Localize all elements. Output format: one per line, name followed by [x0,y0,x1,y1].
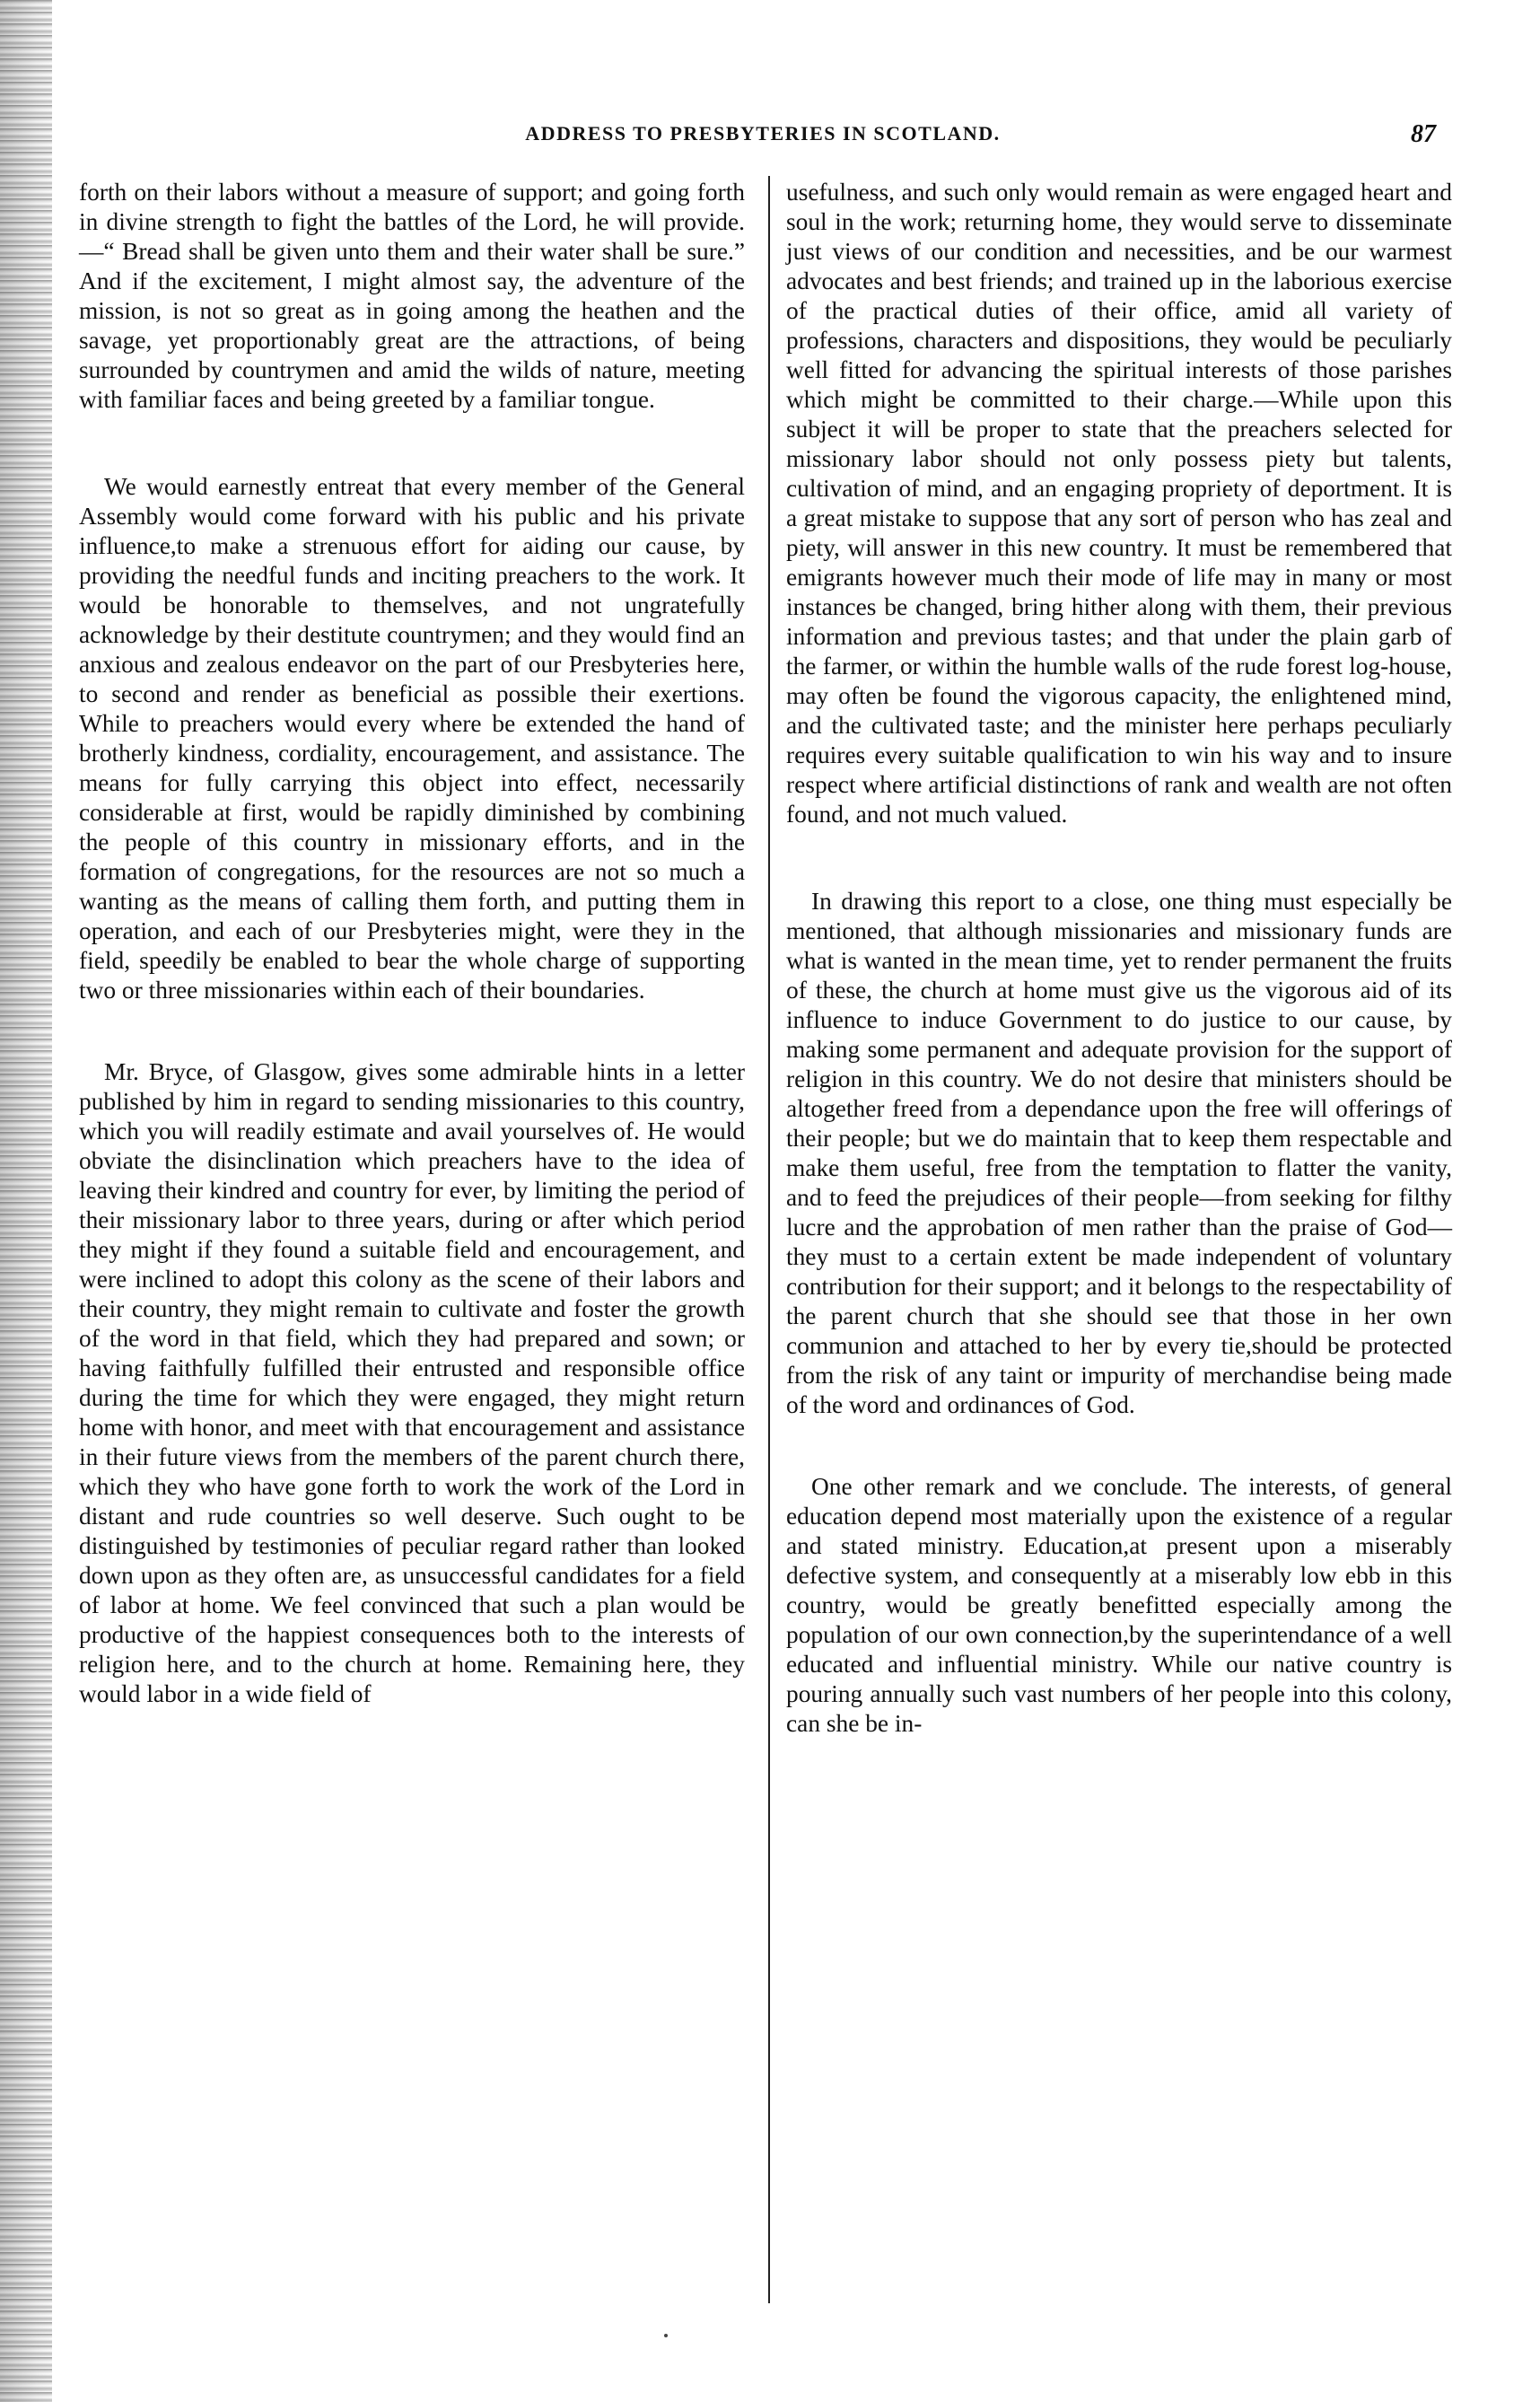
print-speck [664,2334,668,2337]
page-number: 87 [1411,120,1436,148]
running-head: ADDRESS TO PRESBYTERIES IN SCOTLAND. [525,122,1001,145]
right-paragraph-2: In drawing this report to a close, one thing must especially be mentioned, that although missionaries and missionary funds are what is wanted in the mean time, yet to render permanent the fruits of these, the church at home must give us the vigorous aid of its influence to induce Government to do justice to our cause, by making some permanent and adequate provision for the support of religion in this country. We do not desire that ministers should be altogether freed from a dependance upon the free will offerings of their people; but we do maintain that to keep them respectable and make them useful, free from the temptation to flatter the vanity, and to feed the prejudices of their people—from seeking for filthy lucre and the approbation of men rather than the praise of God—they must to a certain extent be made independent of voluntary contribution for their support; and it belongs to the respectability of the parent church that she should see that those in her own communion and attached to her by every tie,should be protected from the risk of any taint or impurity of merchandise being made of the word and ordinances of God. [786,888,1452,1418]
paragraph-gap [79,1005,745,1057]
right-column [786,178,1452,2368]
paragraph-gap [786,829,1452,887]
right-paragraph-3: One other remark and we conclude. The interests, of general education depend most materially upon the existence of a regular and stated ministry. Education,at present upon a miserably defective system, and consequently at a miserably low ebb in this country, would be greatly benefitted especially among the population of our own connection,by the superintendance of a well educated and influential ministry. While our native country is pouring annually such vast numbers of her people into this colony, can she be in- [786,1473,1452,1737]
page-header [90,122,1436,153]
left-column [79,178,745,2368]
page-binding-edge [0,0,52,2402]
paragraph-gap [79,415,745,472]
left-paragraph-1: forth on their labors without a measure of support; and going forth in divine strength to fight the battles of the Lord, he will provide.—“ Bread shall be given unto them and their water shall be sure.” And if the excitement, I might almost say, the adventure of the mission, is not so great as in going among the heathen and the savage, yet proportionably great are the attractions, of being surrounded by countrymen and amid the wilds of nature, meeting with familiar faces and being greeted by a familiar tongue. [79,179,745,413]
right-paragraph-1: usefulness, and such only would remain as were engaged heart and soul in the work; returning home, they would serve to disseminate just views of our condition and necessities, and be our warmest advocates and best friends; and trained up in the laborious exercise of the practical duties of their office, amid all variety of professions, characters and dispositions, they would be peculiarly well fitted for advancing the spiritual interests of those parishes which might be committed to their charge.—While upon this subject it will be proper to state that the preachers selected for missionary labor should not only possess piety but talents, cultivation of mind, and an engaging propriety of deportment. It is a great mistake to suppose that any sort of person who has zeal and piety, will answer in this new country. It must be remembered that emigrants however much their mode of life may in many or most instances be changed, bring hither along with them, their previous information and previous tastes; and that under the plain garb of the farmer, or within the humble walls of the rude forest log-house, may often be found the vigorous capacity, the enlightened mind, and the cultivated taste; and the minister here perhaps peculiarly requires every suitable qualification to win his way and to insure respect where artificial distinctions of rank and wealth are not often found, and not much valued. [786,179,1452,828]
left-paragraph-3: Mr. Bryce, of Glasgow, gives some admirable hints in a letter published by him in regard to sending missionaries to this country, which you will readily estimate and avail yourselves of. He would obviate the disinclination which preachers have to the idea of leaving their kindred and country for ever, by limiting the period of their missionary labor to three years, during or after which period they might if they found a suitable field and encouragement, and were inclined to adopt this colony as the scene of their labors and their country, they might remain to cultivate and foster the growth of the word in that field, which they had prepared and sown; or having faithfully fulfilled their entrusted and responsible office during the time for which they were engaged, they might return home with honor, and meet with that encouragement and assistance in their future views from the members of the parent church there, which they who have gone forth to work the work of the Lord in distant and rude countries so well deserve. Such ought to be distinguished by testimonies of peculiar regard rather than looked down upon as they often are, as unsuccessful candidates for a field of labor at home. We feel convinced that such a plan would be productive of the happiest consequences both to the interests of religion here, and to the church at home. Remaining here, they would labor in a wide field of [79,1058,745,1707]
column-divider [768,176,770,2303]
paragraph-gap [786,1420,1452,1472]
left-paragraph-2: We would earnestly entreat that every member of the General Assembly would come forward with his public and his private influence,to make a strenuous effort for aiding our cause, by providing the needful funds and inciting preachers to the work. It would be honorable to themselves, and not ungratefully acknowledge by their destitute countrymen; and they would find an anxious and zealous endeavor on the part of our Presbyteries here, to second and render as beneficial as possible their exertions. While to preachers would every where be extended the hand of brotherly kindness, cordiality, encouragement, and assistance. The means for fully carrying this object into effect, necessarily considerable at first, would be rapidly diminished by combining the people of this country in missionary efforts, and in the formation of congregations, for the resources are not so much a wanting as the means of calling them forth, and putting them in operation, and each of our Presbyteries might, were they in the field, speedily be enabled to bear the whole charge of supporting two or three missionaries within each of their boundaries. [79,473,745,1004]
